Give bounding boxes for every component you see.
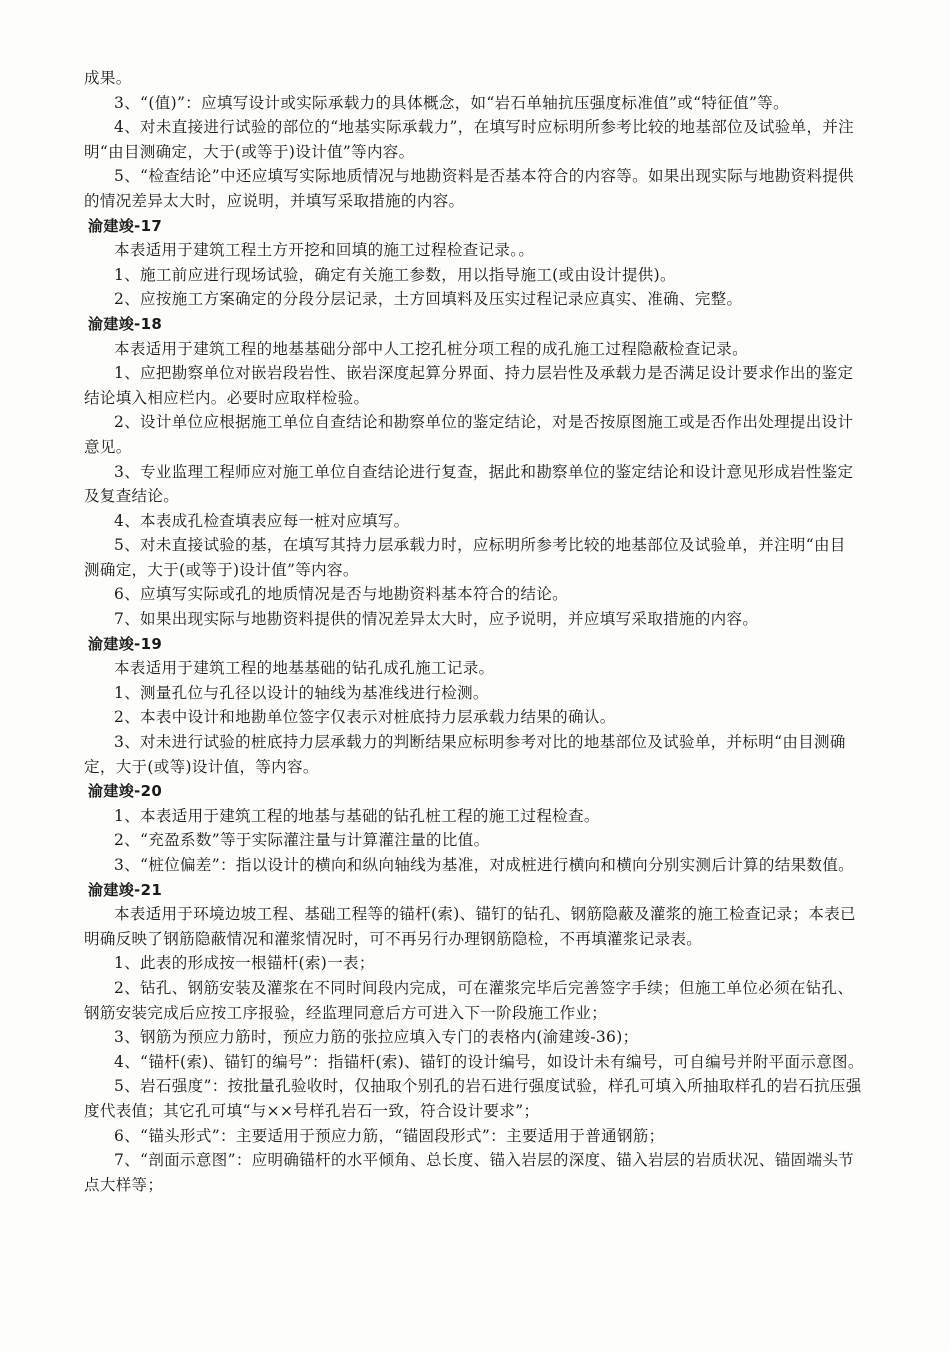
continuation-line: 明“由目测确定，大于(或等于)设计值”等内容。 [84,142,415,161]
continuation-line: 钢筋安装完成后应按工序报验，经监理同意后方可进入下一阶段施工作业； [84,1003,608,1022]
document-body [84,66,896,1197]
paragraph-line: 3、钢筋为预应力筋时，预应力筋的张拉应填入专门的表格内(渝建竣-36)； [114,1028,639,1047]
paragraph-line: 7、“剖面示意图”：应明确锚杆的水平倾角、总长度、锚入岩层的深度、锚入岩层的岩质状况、锚固端头节 [114,1151,855,1170]
section-heading: 渝建竣-21 [88,880,163,899]
paragraph-line: 3、“桩位偏差”：指以设计的横向和纵向轴线为基准，对成桩进行横向和横向分别实测后计算的结果数值。 [114,856,855,874]
paragraph-line: 2、应按施工方案确定的分段分层记录，土方回填料及压实过程记录应真实、准确、完整。 [114,290,743,309]
paragraph-line: 本表适用于环境边坡工程、基础工程等的锚杆(索)、锚钉的钻孔、钢筋隐蔽及灌浆的施工检查记录；本表已 [114,905,856,924]
continuation-line: 的情况差异太大时，应说明，并填写采取措施的内容。 [84,191,465,210]
continuation-line: 明确反映了钢筋隐蔽情况和灌浆情况时，可不再另行办理钢筋隐检，不再填灌浆记录表。 [84,929,703,948]
continuation-line: 点大样等； [84,1175,164,1194]
paragraph-line: 1、本表适用于建筑工程的地基与基础的钻孔桩工程的施工过程检查。 [114,806,600,825]
paragraph-line: 4、“锚杆(索)、锚钉的编号”：指锚杆(索)、锚钉的设计编号，如设计未有编号，可自编号并附平面示意图。 [114,1052,864,1071]
continuation-line: 度代表值；其它孔可填“与××号样孔岩石一致，符合设计要求”； [84,1101,540,1120]
continuation-line: 意见。 [84,437,132,456]
paragraph-line: 7、如果出现实际与地勘资料提供的情况差异太大时，应予说明，并应填写采取措施的内容。 [114,610,759,629]
paragraph-line: 3、对未进行试验的桩底持力层承载力的判断结果应标明参考对比的地基部位及试验单，并标明“由目测确 [114,733,846,752]
paragraph-line: 5、“检查结论”中还应填写实际地质情况与地勘资料是否基本符合的内容等。如果出现实际与地勘资料提供 [114,167,855,186]
paragraph-line: 本表适用于建筑工程的地基基础分部中人工挖孔桩分项工程的成孔施工过程隐蔽检查记录。 [114,339,749,358]
paragraph-line: 6、“锚头形式”：主要适用于预应力筋，“锚固段形式”：主要适用于普通钢筋； [114,1126,665,1145]
continuation-line: 定，大于(或等)设计值，等内容。 [84,757,319,776]
section-heading: 渝建竣-17 [88,216,163,235]
continuation-line: 成果。 [84,69,132,87]
continuation-line: 及复查结论。 [84,487,180,506]
paragraph-line: 4、本表成孔检查填表应每一桩对应填写。 [114,511,410,530]
continuation-line: 结论填入相应栏内。必要时应取样检验。 [84,388,370,407]
paragraph-line: 本表适用于建筑工程土方开挖和回填的施工过程检查记录。。 [114,241,535,260]
paragraph-line: 4、对未直接进行试验的部位的“地基实际承载力”，在填写时应标明所参考比较的地基部位及试验单，并注 [114,118,855,137]
paragraph-line: 1、此表的形成按一根锚杆(索)一表； [114,954,375,973]
paragraph-line: 1、施工前应进行现场试验，确定有关施工参数，用以指导施工(或由设计提供)。 [114,265,676,284]
continuation-line: 测确定，大于(或等于)设计值”等内容。 [84,560,359,579]
paragraph-line: 3、“(值)”：应填写设计或实际承载力的具体概念，如“岩石单轴抗压强度标准值”或“特征值”等。 [114,93,789,112]
section-heading: 渝建竣-18 [88,314,163,333]
paragraph-line: 2、“充盈系数”等于实际灌注量与计算灌注量的比值。 [114,831,490,850]
paragraph-line: 6、应填写实际或孔的地质情况是否与地勘资料基本符合的结论。 [114,585,569,604]
paragraph-line: 2、设计单位应根据施工单位自查结论和勘察单位的鉴定结论，对是否按原图施工或是否作出处理提出设计 [114,413,854,432]
paragraph-line: 5、岩石强度”：按批量孔验收时，仅抽取个别孔的岩石进行强度试验，样孔可填入所抽取样孔的岩石抗压强 [114,1077,862,1096]
paragraph-line: 1、测量孔位与孔径以设计的轴线为基准线进行检测。 [114,683,489,702]
paragraph-line: 1、应把勘察单位对嵌岩段岩性、嵌岩深度起算分界面、持力层岩性及承载力是否满足设计要求作出的鉴定 [114,364,854,383]
paragraph-line: 3、专业监理工程师应对施工单位自查结论进行复查，据此和勘察单位的鉴定结论和设计意见形成岩性鉴定 [114,462,854,481]
paragraph-line: 2、本表中设计和地勘单位签字仅表示对桩底持力层承载力结果的确认。 [114,708,616,727]
section-heading: 渝建竣-20 [88,782,163,801]
paragraph-line: 本表适用于建筑工程的地基基础的钻孔成孔施工记录。 [114,659,495,678]
section-heading: 渝建竣-19 [88,634,163,653]
paragraph-line: 5、对未直接试验的基，在填写其持力层承载力时，应标明所参考比较的地基部位及试验单，并注明“由目 [114,536,846,555]
paragraph-line: 2、钻孔、钢筋安装及灌浆在不同时间段内完成，可在灌浆完毕后完善签字手续；但施工单位必须在钻孔、 [114,978,854,997]
